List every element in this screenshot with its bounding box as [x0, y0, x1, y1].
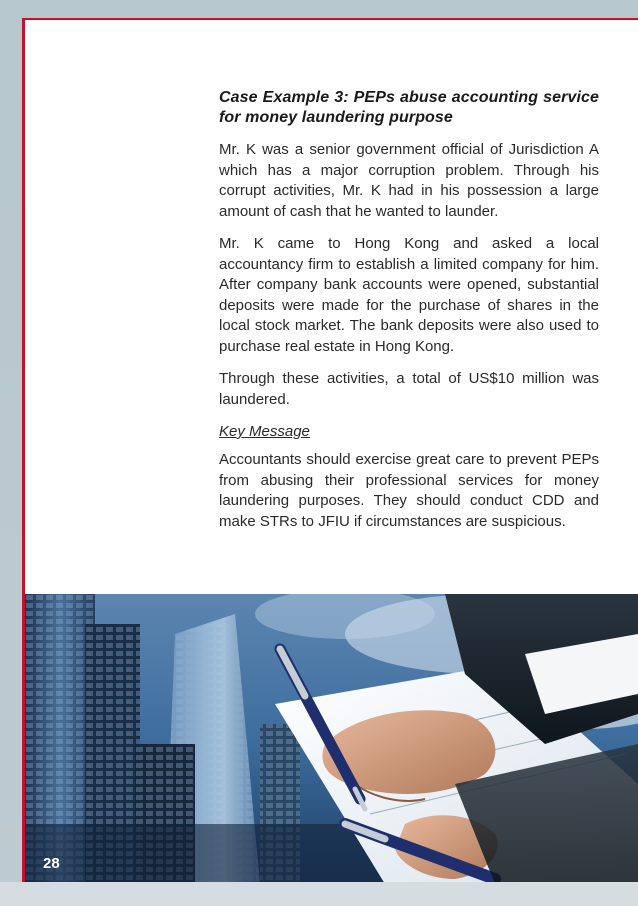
key-message-heading: Key Message [219, 423, 310, 440]
business-signing-photo [25, 594, 638, 882]
photo-illustration [25, 594, 638, 882]
key-message-text: Accountants should exercise great care to prevent PEPs from abusing their professional services for money laundering purposes. They should conduct CDD and make STRs to JFIU if circumstances are suspicious. [219, 451, 599, 530]
case-example-section [219, 88, 599, 544]
page-number: 28 [43, 855, 60, 872]
bottom-strip [0, 882, 638, 906]
document-page [22, 18, 638, 882]
case-paragraph-2: Mr. K came to Hong Kong and asked a local accountancy firm to establish a limited company for him. After company bank accounts were opened, substantial deposits were made for the purchase of shares in the local stock market. The bank deposits were also used to purchase real estate in Hong Kong. [219, 235, 599, 355]
case-title: Case Example 3: PEPs abuse accounting service for money laundering purpose [219, 89, 599, 126]
case-paragraph-3: Through these activities, a total of US$10 million was laundered. [219, 370, 599, 408]
case-paragraph-1: Mr. K was a senior government official of Jurisdiction A which has a major corruption problem. Through his corrupt activities, Mr. K had in his possession a large amount of cash that he wanted to launder. [219, 141, 599, 220]
